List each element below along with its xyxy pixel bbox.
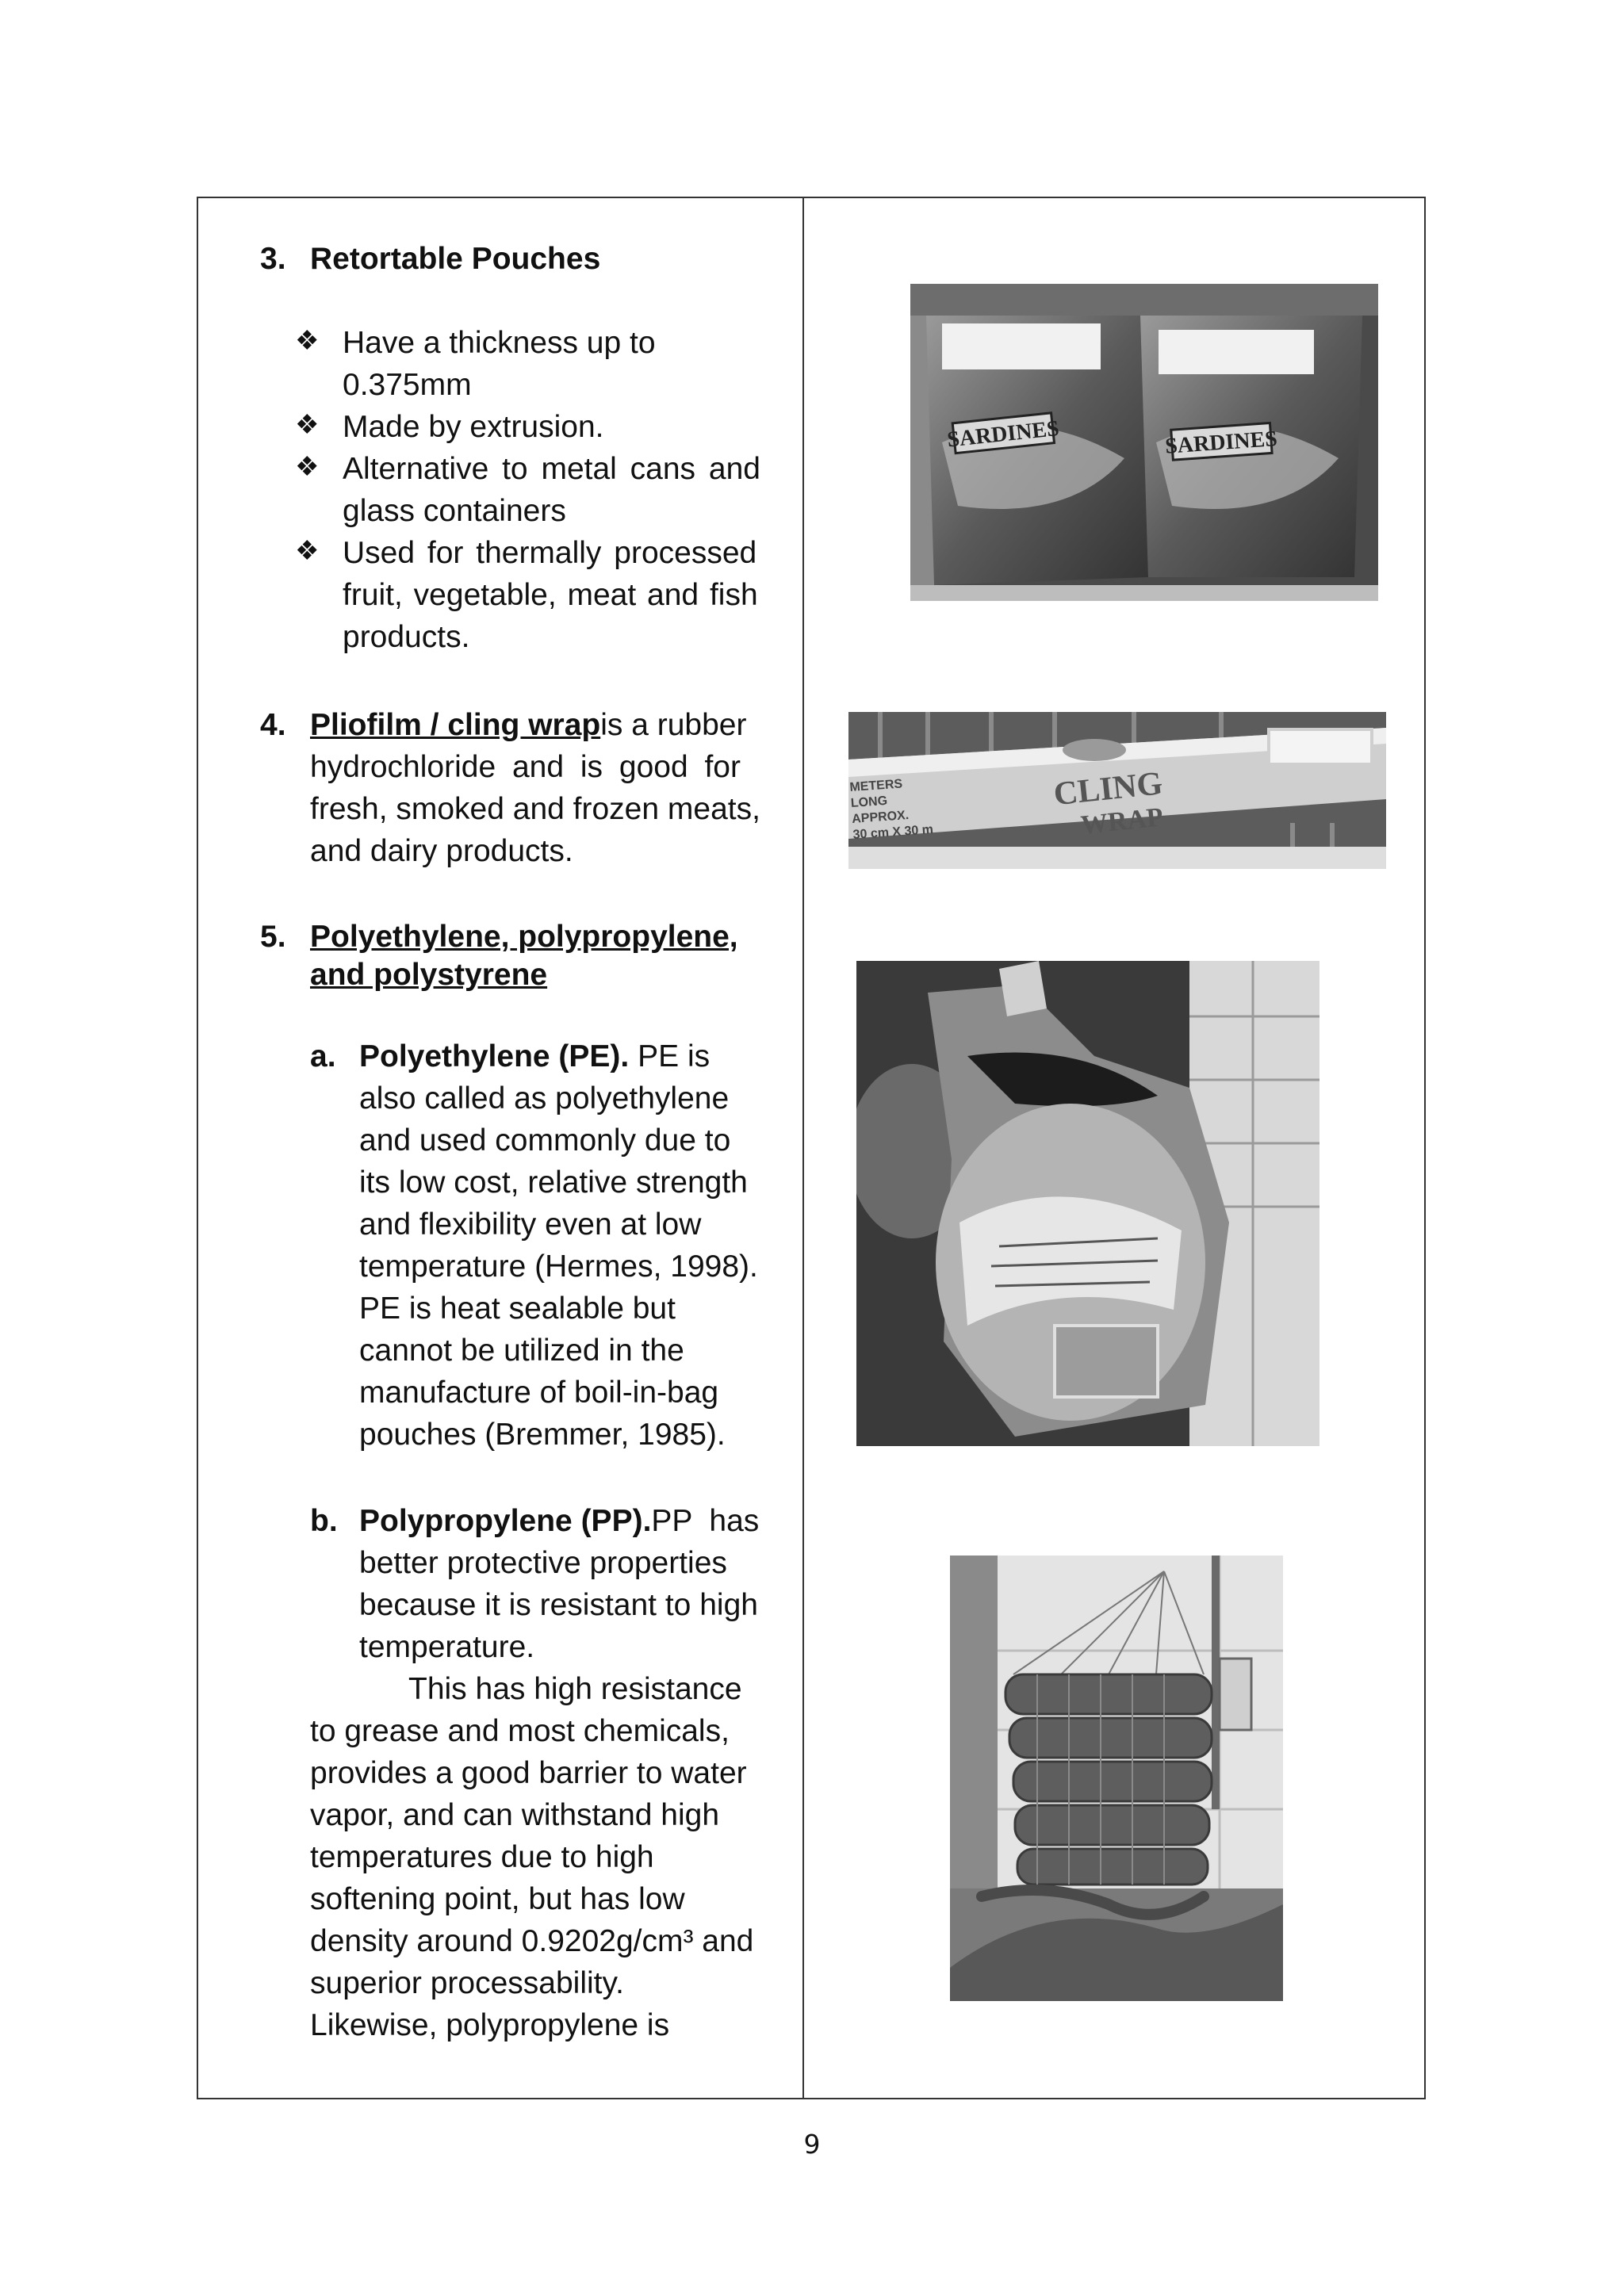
column-divider	[802, 198, 804, 2098]
item-a-line-6: temperature (Hermes, 1998).	[359, 1249, 758, 1284]
diamond-bullet-icon: ❖	[295, 536, 320, 566]
item-b-line-13: Likewise, polypropylene is	[310, 2008, 670, 2042]
item-b-line-5: This has high resistance	[408, 1672, 742, 1706]
item-b-line-6: to grease and most chemicals,	[310, 1714, 730, 1748]
bullet-1-line-1: Have a thickness up to	[343, 326, 656, 360]
bullet-3-line-2: glass containers	[343, 494, 566, 528]
diamond-bullet-icon: ❖	[295, 452, 320, 482]
item-b-term: Polypropylene (PP).	[359, 1504, 652, 1538]
diamond-bullet-icon: ❖	[295, 410, 320, 440]
item-a-line-9: manufacture of boil-in-bag	[359, 1376, 719, 1410]
section-4-term: Pliofilm / cling wrap	[310, 708, 601, 742]
section-3-number: 3.	[260, 242, 286, 276]
section-4-line-1	[310, 704, 746, 746]
item-a-line-4: its low cost, relative strength	[359, 1165, 748, 1200]
section-3-title: Retortable Pouches	[310, 242, 601, 276]
cling-wrap-photo	[848, 712, 1386, 869]
sardines-label: SARDINES	[945, 415, 1061, 453]
item-b-line-12: superior processability.	[310, 1966, 624, 2000]
sausage-rack-photo	[950, 1556, 1283, 2001]
bullet-4-line-3: products.	[343, 620, 470, 654]
cling-brand-2: WRAP	[1079, 802, 1165, 840]
section-4-line-2: hydrochloride and is good for	[310, 750, 741, 784]
section-4-number: 4.	[260, 708, 286, 742]
bullet-3-line-1: Alternative to metal cans and	[343, 452, 760, 486]
item-a-line-7: PE is heat sealable but	[359, 1292, 676, 1326]
item-a-marker: a.	[310, 1039, 336, 1073]
item-b-line-2: better protective properties	[359, 1546, 727, 1580]
item-b-line-9: temperatures due to high	[310, 1840, 654, 1874]
item-b-line-7: provides a good barrier to water	[310, 1756, 747, 1790]
section-5-number: 5.	[260, 920, 286, 954]
bullet-4-line-2: fruit, vegetable, meat and fish	[343, 578, 758, 612]
bullet-2-line-1: Made by extrusion.	[343, 410, 604, 444]
item-b-line-10: softening point, but has low	[310, 1882, 685, 1916]
item-b-marker: b.	[310, 1504, 338, 1538]
item-b-line-4: temperature.	[359, 1630, 535, 1664]
item-a-line-8: cannot be utilized in the	[359, 1334, 684, 1368]
polyethylene-bag-photo	[856, 961, 1320, 1446]
item-a-line-5: and flexibility even at low	[359, 1207, 702, 1242]
item-b-line-8: vapor, and can withstand high	[310, 1798, 720, 1832]
cling-label-1: METERS	[848, 777, 903, 795]
item-a-line-3: and used commonly due to	[359, 1123, 731, 1158]
item-a-term: Polyethylene (PE).	[359, 1039, 630, 1073]
item-b-line-1	[359, 1500, 759, 1542]
item-a-line-2: also called as polyethylene	[359, 1081, 730, 1115]
item-a-line-1	[359, 1035, 710, 1077]
page-number: 9	[803, 2129, 821, 2160]
item-b-text: PP has	[651, 1504, 760, 1538]
item-a-text: PE is	[629, 1039, 710, 1073]
item-b-line-11: density around 0.9202g/cm³ and	[310, 1924, 754, 1958]
item-a-line-10: pouches (Bremmer, 1985).	[359, 1418, 726, 1452]
cling-brand: CLING	[1051, 765, 1165, 813]
section-4-text: is a rubber	[600, 708, 747, 742]
diamond-bullet-icon: ❖	[295, 326, 320, 356]
section-4-line-3: fresh, smoked and frozen meats,	[310, 792, 760, 826]
cling-label-2: LONG	[850, 794, 888, 810]
section-5-title-line-2: and polystyrene	[310, 958, 548, 992]
section-4-line-4: and dairy products.	[310, 834, 573, 868]
bullet-4-line-1: Used for thermally processed	[343, 536, 757, 570]
cling-label-4: 30 cm X 30 m	[852, 822, 934, 842]
section-5-title-line-1: Polyethylene, polypropylene,	[310, 920, 738, 954]
sardines-label: SARDINES	[1164, 426, 1278, 459]
cling-label-3: APPROX.	[851, 808, 910, 826]
bullet-1-line-2: 0.375mm	[343, 368, 472, 402]
retort-pouch-photo	[910, 284, 1378, 601]
item-b-line-3: because it is resistant to high	[359, 1588, 758, 1622]
